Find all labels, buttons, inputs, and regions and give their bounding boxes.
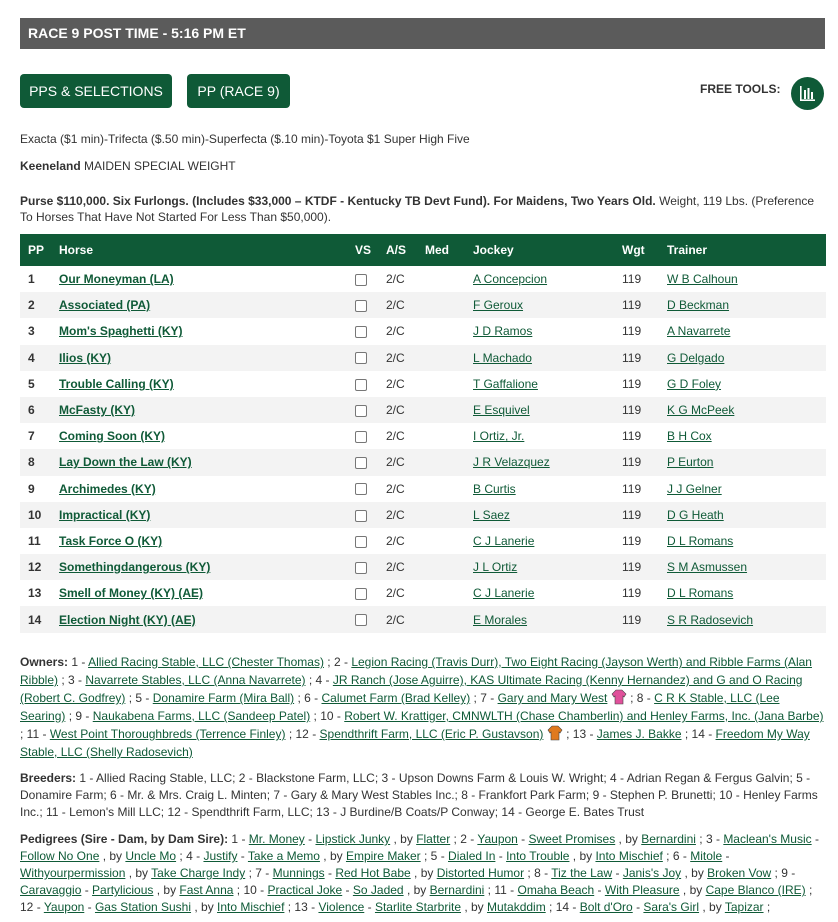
weight-cell: 119 [622, 533, 642, 548]
age-sex-cell: 2/C [378, 449, 417, 475]
age-sex-cell: 2/C [386, 376, 405, 391]
trainer-link[interactable]: S R Radosevich [667, 612, 754, 627]
horse-cell [51, 345, 347, 371]
pedigree-number: 5 [430, 849, 438, 863]
pedigree-number: 11 [494, 883, 507, 897]
trainer-cell [659, 292, 826, 318]
jockey-cell [465, 554, 614, 580]
med-cell [417, 318, 465, 344]
dam-link[interactable]: Red Hot Babe [335, 866, 411, 880]
vs-cell [347, 580, 378, 606]
weight-cell: 119 [614, 502, 659, 528]
weight-cell: 119 [622, 429, 642, 444]
jockey-link[interactable]: C J Lanerie [473, 586, 535, 601]
trainer-cell [659, 423, 826, 449]
table-row [20, 371, 826, 397]
horse-cell [51, 397, 347, 423]
owner-number: 9 [75, 709, 83, 723]
horse-link[interactable]: Associated (PA) [59, 298, 151, 313]
jockey-link[interactable]: T Gaffalione [473, 376, 538, 391]
jockey-silks-icon [611, 689, 627, 705]
jockey-cell [465, 606, 614, 632]
owner-link[interactable]: Allied Racing Stable, LLC (Chester Thomas) [88, 655, 324, 669]
age-sex-cell: 2/C [378, 502, 417, 528]
age-sex-cell: 2/C [386, 324, 405, 339]
weight-cell: 119 [614, 554, 659, 580]
pedigree-number: 9 [781, 866, 788, 880]
jockey-cell [465, 345, 614, 371]
med-cell [417, 580, 465, 606]
horse-cell [51, 371, 347, 397]
weight-cell: 119 [622, 586, 642, 601]
table-row [20, 423, 826, 449]
horse-link[interactable]: Mom's Spaghetti (KY) [59, 324, 183, 339]
owner-number: 5 [135, 691, 143, 705]
weight-cell: 119 [614, 397, 659, 423]
dam-sire-link[interactable]: Flatter [416, 832, 451, 846]
sire-link[interactable]: Dialed In [448, 849, 496, 863]
vs-cell [347, 528, 378, 554]
race-header-bar [20, 18, 825, 49]
table-header-row [20, 234, 826, 266]
jockey-link[interactable]: F Geroux [473, 298, 524, 313]
dam-link[interactable]: Follow No One [20, 849, 100, 863]
table-row [20, 502, 826, 528]
owner-number: 12 [295, 727, 309, 741]
sire-link[interactable]: Omaha Beach [517, 883, 595, 897]
weight-cell: 119 [614, 292, 659, 318]
trainer-cell [659, 266, 826, 292]
trainer-cell [659, 606, 826, 632]
dam-sire-link[interactable]: Tapizar [724, 900, 764, 914]
owner-number: 4 [315, 673, 323, 687]
jockey-cell [465, 580, 614, 606]
med-cell [417, 528, 465, 554]
pp-cell: 9 [28, 481, 35, 496]
col-vs: VS [347, 234, 378, 266]
age-sex-cell: 2/C [378, 397, 417, 423]
age-sex-cell: 2/C [378, 606, 417, 632]
owner-number: 14 [691, 727, 705, 741]
pp-cell: 1 [28, 272, 35, 287]
age-sex-cell: 2/C [386, 481, 405, 496]
dam-link[interactable]: Withyourpermission [20, 866, 126, 880]
pedigree-number: 13 [294, 900, 308, 914]
free-tools-label: FREE TOOLS: [700, 82, 781, 96]
dam-sire-link[interactable]: Into Mischief [217, 900, 285, 914]
owner-link[interactable]: Freedom My Way Stable, LLC (Shelly Radosevich) [20, 727, 810, 759]
owners-label: Owners: [20, 655, 69, 669]
horse-link[interactable]: Somethingdangerous (KY) [59, 560, 211, 575]
weight-cell: 119 [622, 324, 642, 339]
owner-number: 10 [320, 709, 334, 723]
purse-conditions [20, 193, 825, 225]
pp-cell: 5 [28, 376, 35, 391]
owner-number: 2 [333, 655, 341, 669]
vs-checkbox[interactable] [355, 614, 367, 626]
dam-link[interactable]: Janis's Joy [622, 866, 682, 880]
jockey-cell [465, 528, 614, 554]
jockey-link[interactable]: E Morales [473, 612, 528, 627]
owner-link[interactable]: Navarrete Stables, LLC (Anna Navarrete) [85, 673, 306, 687]
age-sex-cell: 2/C [378, 345, 417, 371]
age-sex-cell: 2/C [386, 429, 405, 444]
table-row [20, 345, 826, 371]
trainer-link[interactable]: S M Asmussen [667, 560, 748, 575]
horse-cell [51, 292, 347, 318]
horse-link[interactable]: Lay Down the Law (KY) [59, 455, 192, 470]
dam-sire-link[interactable]: Mutakddim [487, 900, 546, 914]
trainer-cell [659, 318, 826, 344]
owner-number: 13 [572, 727, 587, 741]
vs-checkbox[interactable] [355, 510, 367, 522]
owner-link[interactable]: Gary and Mary West [497, 691, 608, 705]
owner-link[interactable]: West Point Thoroughbreds (Terrence Finley) [49, 727, 286, 741]
trainer-link[interactable]: G D Foley [667, 376, 722, 391]
horse-link[interactable]: Trouble Calling (KY) [59, 376, 174, 391]
track-name: Keeneland [20, 159, 81, 173]
col-wgt: Wgt [614, 234, 659, 266]
weight-cell: 119 [614, 345, 659, 371]
pp-cell: 2 [20, 292, 51, 318]
sire-link[interactable]: Munnings [272, 866, 325, 880]
vs-checkbox[interactable] [355, 562, 367, 574]
pp-cell: 8 [20, 449, 51, 475]
vs-cell [347, 397, 378, 423]
jockey-cell [465, 397, 614, 423]
horse-cell [51, 580, 347, 606]
horse-cell [51, 423, 347, 449]
vs-cell [347, 554, 378, 580]
trainer-cell [659, 345, 826, 371]
owner-number: 6 [304, 691, 311, 705]
table-row [20, 476, 826, 502]
weight-cell: 119 [622, 272, 642, 287]
owner-link[interactable]: James J. Bakke [596, 727, 682, 741]
horse-cell [51, 554, 347, 580]
col-horse: Horse [51, 234, 347, 266]
pp-cell: 11 [28, 533, 41, 548]
trainer-link[interactable]: D G Heath [667, 507, 724, 522]
vs-cell [347, 502, 378, 528]
track-race-type [20, 159, 236, 173]
med-cell [417, 449, 465, 475]
vs-cell [347, 423, 378, 449]
dam-link[interactable]: Starlite Starbrite [374, 900, 461, 914]
sire-link[interactable]: Yaupon [43, 900, 85, 914]
weight-cell: 119 [614, 606, 659, 632]
weight-cell: 119 [614, 449, 659, 475]
vs-cell [347, 318, 378, 344]
table-row [20, 606, 826, 632]
age-sex-cell: 2/C [378, 292, 417, 318]
vs-checkbox[interactable] [355, 352, 367, 364]
horse-cell [51, 476, 347, 502]
trainer-cell [659, 528, 826, 554]
med-cell [417, 554, 465, 580]
dam-link[interactable]: Take a Memo [247, 849, 320, 863]
pedigree-number: 12 [20, 900, 34, 914]
pedigree-number: 7 [255, 866, 262, 880]
owner-link[interactable]: Robert W. Krattiger, CMNWLTH (Chase Chamberlin) and Henley Farms, Inc. (Jana Barbe) [344, 709, 824, 723]
vs-cell [347, 345, 378, 371]
sire-link[interactable]: Maclean's Music [723, 832, 812, 846]
pp-cell: 10 [20, 502, 51, 528]
med-cell [417, 476, 465, 502]
sire-link[interactable]: Caravaggio [20, 883, 82, 897]
age-sex-cell: 2/C [386, 533, 405, 548]
vs-checkbox[interactable] [355, 483, 367, 495]
jockey-link[interactable]: L Machado [473, 350, 532, 365]
dam-link[interactable]: So Jaded [352, 883, 404, 897]
jockey-link[interactable]: L Saez [473, 507, 510, 522]
owner-number: 1 [71, 655, 79, 669]
pedigree-number: 8 [534, 866, 541, 880]
dam-sire-link[interactable]: Uncle Mo [125, 849, 177, 863]
table-row [20, 528, 826, 554]
breeders-label: Breeders: [20, 771, 77, 785]
horse-link[interactable]: Our Moneyman (LA) [59, 272, 174, 287]
horse-link[interactable]: McFasty (KY) [59, 403, 136, 418]
trainer-link[interactable]: D L Romans [667, 586, 734, 601]
jockey-cell [465, 502, 614, 528]
race-type: MAIDEN SPECIAL WEIGHT [84, 159, 236, 173]
vs-checkbox[interactable] [355, 536, 367, 548]
age-sex-cell: 2/C [386, 272, 405, 287]
dam-link[interactable]: Gas Station Sushi [94, 900, 192, 914]
dam-sire-link[interactable]: Broken Vow [707, 866, 772, 880]
med-cell [417, 606, 465, 632]
jockey-link[interactable]: E Esquivel [473, 403, 530, 418]
col-as: A/S [378, 234, 417, 266]
med-cell [417, 292, 465, 318]
pp-cell: 3 [28, 324, 35, 339]
jockey-link[interactable]: C J Lanerie [473, 533, 535, 548]
purse-details: Weight, 119 Lbs. (Preference To Horses That Have Not Started For Less Than $50,000). [20, 194, 815, 224]
vs-cell [347, 292, 378, 318]
jockey-cell [465, 423, 614, 449]
vs-checkbox[interactable] [355, 588, 367, 600]
wager-types: Exacta ($1 min)-Trifecta ($.50 min)-Superfecta ($.10 min)-Toyota $1 Super High Five [20, 132, 470, 146]
horse-cell [51, 606, 347, 632]
owner-link[interactable]: Spendthrift Farm, LLC (Eric P. Gustavson) [319, 727, 544, 741]
vs-cell [347, 449, 378, 475]
horse-cell [51, 449, 347, 475]
dam-sire-link[interactable]: Empire Maker [345, 849, 421, 863]
table-row [20, 554, 826, 580]
jockey-silks-icon [547, 725, 563, 741]
dam-link[interactable]: Sara's Girl [643, 900, 700, 914]
pedigree-number: 4 [186, 849, 193, 863]
owner-link[interactable]: Calumet Farm (Brad Kelley) [321, 691, 471, 705]
pps-selections-button[interactable]: PPS & SELECTIONS [20, 74, 172, 108]
age-sex-cell: 2/C [378, 554, 417, 580]
horse-link[interactable]: Task Force O (KY) [59, 533, 163, 548]
owner-link[interactable]: Legion Racing (Travis Durr), Two Eight Racing (Jayson Werth) and Ribble Farms (Alan Ribble) [20, 655, 812, 687]
owner-number: 7 [480, 691, 487, 705]
pp-cell: 13 [28, 586, 42, 601]
owner-number: 11 [26, 727, 40, 741]
table-row [20, 580, 826, 606]
col-jockey: Jockey [465, 234, 614, 266]
jockey-link[interactable]: J L Ortiz [473, 560, 518, 575]
trainer-link[interactable]: K G McPeek [667, 403, 735, 418]
bar-chart-icon [799, 85, 816, 102]
pedigree-number: 14 [555, 900, 570, 914]
table-row [20, 292, 826, 318]
trainer-link[interactable]: D Beckman [667, 298, 730, 313]
owner-number: 3 [68, 673, 75, 687]
owner-number: 8 [636, 691, 644, 705]
sire-link[interactable]: Bolt d'Oro [579, 900, 633, 914]
pp-cell: 6 [20, 397, 51, 423]
weight-cell: 119 [622, 376, 642, 391]
dam-link[interactable]: Into Trouble [506, 849, 570, 863]
trainer-link[interactable]: B H Cox [667, 429, 712, 444]
dam-link[interactable]: Sweet Promises [528, 832, 616, 846]
vs-cell [347, 606, 378, 632]
free-tools-button[interactable] [791, 77, 824, 110]
owner-link[interactable]: JR Ranch (Jose Aguirre), KAS Ultimate Racing (Kenny Hernandez) and G and O Racing (Robert C. Godfrey) [20, 673, 803, 705]
dam-sire-link[interactable]: Bernardini [429, 883, 485, 897]
horse-link[interactable]: Coming Soon (KY) [59, 429, 165, 444]
vs-checkbox[interactable] [355, 457, 367, 469]
weight-cell: 119 [622, 481, 642, 496]
trainer-cell [659, 580, 826, 606]
col-med: Med [417, 234, 465, 266]
table-row [20, 266, 826, 292]
vs-cell [347, 371, 378, 397]
jockey-cell [465, 318, 614, 344]
sire-link[interactable]: Practical Joke [267, 883, 343, 897]
sire-link[interactable]: Tiz the Law [551, 866, 613, 880]
horse-cell [51, 528, 347, 554]
breeders-text: 1 - Allied Racing Stable, LLC; 2 - Blackstone Farm, LLC; 3 - Upson Downs Farm & Louis W. Wright; 4 - Adrian Regan & Fergus Galvin; 5 - Donamire Farm; 6 - Mr. & Mrs. Craig L. Minten; 7 - Gary & Mary West Stables Inc.; 8 - Frankfort Park Farm; 9 - Stephen P. Brunetti; 10 - Henley Farms Inc.; 11 - Lemon's Mill LLC; 12 - Spendthrift Farm, LLC; 13 - J Burdine/B Coats/P Conway; 14 - George E. Bates Trust [20, 771, 818, 819]
dam-sire-link[interactable]: Bernardini [641, 832, 696, 846]
horse-link[interactable]: Ilios (KY) [59, 350, 112, 365]
vs-checkbox[interactable] [355, 300, 367, 312]
sire-link[interactable]: Justify [203, 849, 238, 863]
age-sex-cell: 2/C [386, 586, 405, 601]
horse-link[interactable]: Impractical (KY) [59, 507, 151, 522]
med-cell [417, 502, 465, 528]
horse-link[interactable]: Archimedes (KY) [59, 481, 156, 496]
jockey-cell [465, 266, 614, 292]
trainer-cell [659, 502, 826, 528]
vs-checkbox[interactable] [355, 274, 367, 286]
dam-link[interactable]: Lipstick Junky [315, 832, 391, 846]
table-row [20, 318, 826, 344]
sire-link[interactable]: Violence [318, 900, 365, 914]
dam-sire-link[interactable]: Take Charge Indy [151, 866, 246, 880]
sire-link[interactable]: Yaupon [477, 832, 518, 846]
horse-cell [51, 266, 347, 292]
trainer-cell [659, 554, 826, 580]
trainer-cell [659, 371, 826, 397]
pp-race-button[interactable]: PP (RACE 9) [187, 74, 290, 108]
horse-cell [51, 318, 347, 344]
pp-cell: 7 [28, 429, 35, 444]
horse-cell [51, 502, 347, 528]
pp-cell: 14 [20, 606, 51, 632]
med-cell [417, 423, 465, 449]
jockey-cell [465, 292, 614, 318]
jockey-link[interactable]: B Curtis [473, 481, 516, 496]
dam-link[interactable]: Partylicious [92, 883, 154, 897]
sire-link[interactable]: Mr. Money [248, 832, 305, 846]
table-row [20, 397, 826, 423]
jockey-link[interactable]: J R Velazquez [473, 455, 550, 470]
trainer-cell [659, 449, 826, 475]
vs-checkbox[interactable] [355, 431, 367, 443]
purse-summary: Purse $110,000. Six Furlongs. (Includes $33,000 – KTDF - Kentucky TB Devt Fund). For Maidens, Two Years Old. [20, 194, 656, 208]
dam-sire-link[interactable]: Fast Anna [179, 883, 234, 897]
horse-link[interactable]: Smell of Money (KY) (AE) [59, 586, 204, 601]
dam-sire-link[interactable]: Distorted Humor [436, 866, 525, 880]
trainer-link[interactable]: A Navarrete [667, 324, 731, 339]
pedigree-number: 3 [705, 832, 713, 846]
dam-link[interactable]: With Pleasure [604, 883, 680, 897]
pedigrees-label: Pedigrees (Sire - Dam, by Dam Sire): [20, 832, 229, 846]
breeders-section [20, 770, 825, 821]
race-title: RACE 9 POST TIME - 5:16 PM ET [28, 25, 246, 41]
jockey-link[interactable]: J D Ramos [473, 324, 533, 339]
jockey-cell [465, 449, 614, 475]
vs-checkbox[interactable] [355, 326, 367, 338]
horse-link[interactable]: Election Night (KY) (AE) [59, 612, 196, 627]
dam-sire-link[interactable]: Into Mischief [595, 849, 663, 863]
pp-cell: 4 [20, 345, 51, 371]
trainer-link[interactable]: G Delgado [667, 350, 725, 365]
owner-link[interactable]: Naukabena Farms, LLC (Sandeep Patel) [92, 709, 311, 723]
med-cell [417, 345, 465, 371]
jockey-cell [465, 476, 614, 502]
med-cell [417, 266, 465, 292]
jockey-link[interactable]: I Ortiz, Jr. [473, 429, 525, 444]
trainer-link[interactable]: D L Romans [667, 533, 734, 548]
vs-cell [347, 476, 378, 502]
trainer-link[interactable]: P Eurton [667, 455, 714, 470]
vs-cell [347, 266, 378, 292]
med-cell [417, 397, 465, 423]
col-pp: PP [20, 234, 51, 266]
owner-link[interactable]: C R K Stable, LLC (Lee Searing) [20, 691, 780, 723]
pp-cell: 12 [20, 554, 51, 580]
trainer-link[interactable]: J J Gelner [667, 481, 722, 496]
entries-table [20, 234, 826, 633]
vs-checkbox[interactable] [355, 405, 367, 417]
sire-link[interactable]: Mitole [690, 849, 723, 863]
dam-sire-link[interactable]: Cape Blanco (IRE) [705, 883, 806, 897]
pedigree-number: 6 [672, 849, 680, 863]
pedigrees-section: Pedigrees (Sire - Dam, by Dam Sire): 1 - Mr. Money - Lipstick Junky , by Flatter ; 2 - Yaupon - Sweet Promises , by Bernardini ; 3 - Maclean's Music - Follow No One , by Uncle Mo ; 4 - Justify - Take a Memo , by Empire Maker ; 5 - Dialed In - Into Trouble , by Into Mischief ; 6 - Mitole - Withyourpermission , by Take Charge Indy ; 7 - Munnings - Red Hot Babe , by Distorted Humor ; 8 - Tiz the Law - Janis's Joy , by Broken Vow ; 9 - Caravaggio - Partylicious , by Fast Anna ; 10 - Practical Joke - So Jaded , by Bernardini ; 11 - Omaha Beach - With Pleasure , by Cape Blanco (IRE) ; 12 - Yaupon - Gas Station Sushi , by Into Mischief ; 13 - Violence - Starlite Starbrite , by Mutakddim ; 14 - Bolt d'Oro - Sara's Girl , by Tapizar ; [20, 832, 819, 914]
col-trainer: Trainer [659, 234, 826, 266]
pedigree-number: 2 [460, 832, 467, 846]
owners-section: Owners: 1 - Allied Racing Stable, LLC (Chester Thomas) ; 2 - Legion Racing (Travis Durr), Two Eight Racing (Jayson Werth) and Ribble Farms (Alan Ribble) ; 3 - Navarrete Stables, LLC (Anna Navarrete) ; 4 - JR Ranch (Jose Aguirre), KAS Ultimate Racing (Kenny Hernandez) and G and O Racing (Robert C. Godfrey) ; 5 - Donamire Farm (Mira Ball) ; 6 - Calumet Farm (Brad Kelley) ; 7 - Gary and Mary West ; 8 - C R K Stable, LLC (Lee Searing) ; 9 - Naukabena Farms, LLC (Sandeep Patel) ; 10 - Robert W. Krattiger, CMNWLTH (Chase Chamberlin) and Henley Farms, Inc. (Jana Barbe) ; 11 - West Point Thoroughbreds (Terrence Finley) ; 12 - Spendthrift Farm, LLC (Eric P. Gustavson) ; 13 - James J. Bakke ; 14 - Freedom My Way Stable, LLC (Shelly Radosevich) [20, 655, 824, 759]
trainer-cell [659, 476, 826, 502]
pedigree-number: 1 [231, 832, 239, 846]
jockey-link[interactable]: A Concepcion [473, 272, 548, 287]
trainer-link[interactable]: W B Calhoun [667, 272, 738, 287]
med-cell [417, 371, 465, 397]
pedigree-number: 10 [243, 883, 257, 897]
owner-link[interactable]: Donamire Farm (Mira Ball) [152, 691, 295, 705]
trainer-cell [659, 397, 826, 423]
table-row [20, 449, 826, 475]
jockey-cell [465, 371, 614, 397]
vs-checkbox[interactable] [355, 379, 367, 391]
